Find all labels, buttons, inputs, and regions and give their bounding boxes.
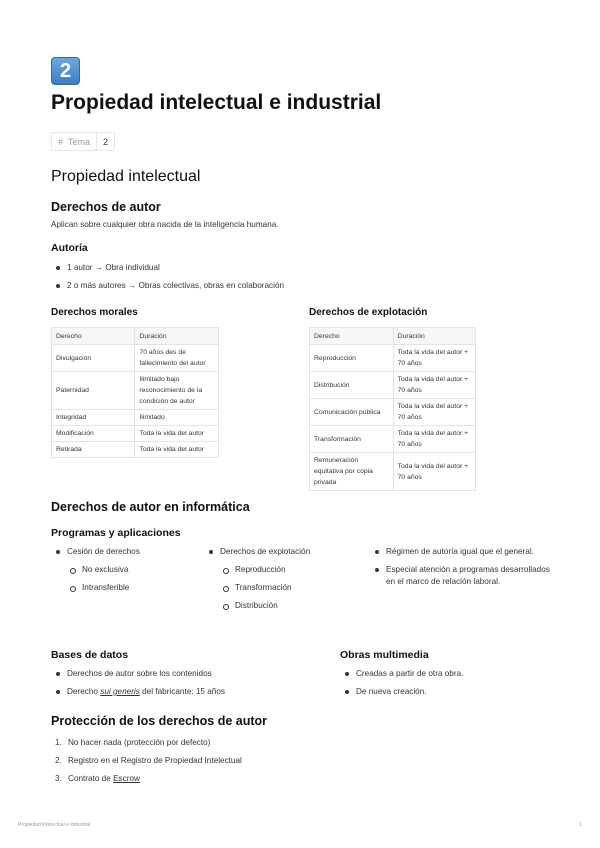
intro-text: Aplican sobre cualquier obra nacida de la inteligencia humana. bbox=[51, 220, 279, 229]
list-item: De nueva creación. bbox=[341, 686, 541, 704]
table-cell: Ilimitado bajo reconocimiento de la condición de autor bbox=[135, 372, 219, 410]
escrow-link[interactable]: Escrow bbox=[113, 774, 140, 783]
table-cell: Toda la vida del autor + 70 años bbox=[393, 345, 475, 372]
table-row bbox=[310, 426, 476, 453]
heading-derechos-informatica: Derechos de autor en informática bbox=[51, 500, 250, 514]
hash-icon: # bbox=[58, 136, 64, 147]
table-cell: Toda la vida del autor + 70 años bbox=[393, 453, 475, 491]
proteccion-list bbox=[53, 737, 353, 791]
list-subitem: Distribución bbox=[205, 600, 365, 618]
table-row bbox=[52, 345, 219, 372]
list-subitem: Reproducción bbox=[205, 564, 365, 582]
list-item: Derechos de autor sobre los contenidos bbox=[52, 668, 312, 686]
table-cell: Retirada bbox=[52, 442, 135, 458]
footer-title: Propiedad intelectual e industrial bbox=[18, 822, 91, 828]
programas-col3-list bbox=[371, 546, 551, 594]
heading-programas: Programas y aplicaciones bbox=[51, 527, 181, 539]
page-icon bbox=[51, 57, 80, 85]
list-item: 2. Registro en el Registro de Propiedad Intelectual bbox=[55, 756, 242, 765]
list-subitem: Transformación bbox=[205, 582, 365, 600]
autoria-list bbox=[52, 262, 352, 298]
list-item: Creadas a partir de otra obra. bbox=[341, 668, 541, 686]
list-subitem: Intransferible bbox=[52, 582, 202, 600]
table-cell: Distribución bbox=[310, 372, 394, 399]
table-cell: Comunicación pública bbox=[310, 399, 394, 426]
table-cell: Paternidad bbox=[52, 372, 135, 410]
table-header-row bbox=[52, 328, 219, 345]
page-title: Propiedad intelectual e industrial bbox=[51, 91, 382, 114]
table-row bbox=[52, 426, 219, 442]
heading-derechos-explotacion: Derechos de explotación bbox=[309, 307, 428, 318]
list-item: Derecho sui generis del fabricante: 15 años bbox=[52, 686, 312, 704]
heading-autoria: Autoría bbox=[51, 242, 88, 254]
table-cell: Toda la vida del autor bbox=[135, 442, 219, 458]
table-explotacion bbox=[309, 327, 476, 491]
list-item: 2 o más autores → Obras colectivas, obras en colaboración bbox=[52, 280, 352, 298]
column-header: Derecho bbox=[310, 328, 394, 345]
table-cell: Toda la vida del autor + 70 años bbox=[393, 372, 475, 399]
list-item: 1. No hacer nada (protección por defecto) bbox=[55, 738, 211, 747]
table-cell: Divulgación bbox=[52, 345, 135, 372]
table-row bbox=[52, 442, 219, 458]
table-cell: Ilimitado bbox=[135, 410, 219, 426]
column-header: Derecho bbox=[52, 328, 135, 345]
table-cell: Reproducción bbox=[310, 345, 394, 372]
table-cell: Remuneración equitativa por copia privada bbox=[310, 453, 394, 491]
table-cell: Toda la vida del autor + 70 años bbox=[393, 426, 475, 453]
table-row bbox=[310, 372, 476, 399]
footer-page-number: 1 bbox=[579, 822, 582, 828]
table-row bbox=[310, 453, 476, 491]
table-cell: 70 años des de fallecimiento del autor bbox=[135, 345, 219, 372]
property-name: # Tema bbox=[52, 133, 97, 150]
table-cell: Toda la vida del autor bbox=[135, 426, 219, 442]
heading-propiedad-intelectual: Propiedad intelectual bbox=[51, 168, 201, 185]
heading-obras-multimedia: Obras multimedia bbox=[340, 649, 429, 661]
table-cell: Integridad bbox=[52, 410, 135, 426]
bases-list bbox=[52, 668, 312, 704]
list-item: Especial atención a programas desarrollados en el marco de relación laboral. bbox=[371, 564, 551, 594]
list-item: Derechos de explotación bbox=[205, 546, 365, 564]
list-item: 1 autor → Obra individual bbox=[52, 262, 352, 280]
heading-derechos-morales: Derechos morales bbox=[51, 307, 138, 318]
sui-generis-link[interactable]: sui generis bbox=[100, 687, 140, 696]
list-item: Régimen de autoría igual que el general. bbox=[371, 546, 551, 564]
heading-proteccion: Protección de los derechos de autor bbox=[51, 714, 268, 728]
table-row bbox=[310, 399, 476, 426]
page-icon-label: 2 bbox=[59, 59, 72, 82]
programas-col2-list bbox=[205, 546, 365, 618]
column-header: Duración bbox=[135, 328, 219, 345]
table-cell: Modificación bbox=[52, 426, 135, 442]
list-subitem: No exclusiva bbox=[52, 564, 202, 582]
table-cell: Transformación bbox=[310, 426, 394, 453]
heading-derechos-autor: Derechos de autor bbox=[51, 200, 161, 214]
table-header-row bbox=[310, 328, 476, 345]
list-item: 3. Contrato de Escrow bbox=[55, 774, 140, 783]
heading-bases-datos: Bases de datos bbox=[51, 649, 129, 661]
table-cell: Toda la vida del autor + 70 años bbox=[393, 399, 475, 426]
property-value[interactable]: 2 bbox=[103, 136, 109, 147]
list-item: Cesión de derechos bbox=[52, 546, 202, 564]
column-header: Duración bbox=[393, 328, 475, 345]
table-row bbox=[310, 345, 476, 372]
property-tema[interactable] bbox=[51, 132, 115, 151]
multimedia-list bbox=[341, 668, 541, 704]
table-row bbox=[52, 372, 219, 410]
table-morales bbox=[51, 327, 219, 458]
table-row bbox=[52, 410, 219, 426]
programas-col1-list bbox=[52, 546, 202, 600]
